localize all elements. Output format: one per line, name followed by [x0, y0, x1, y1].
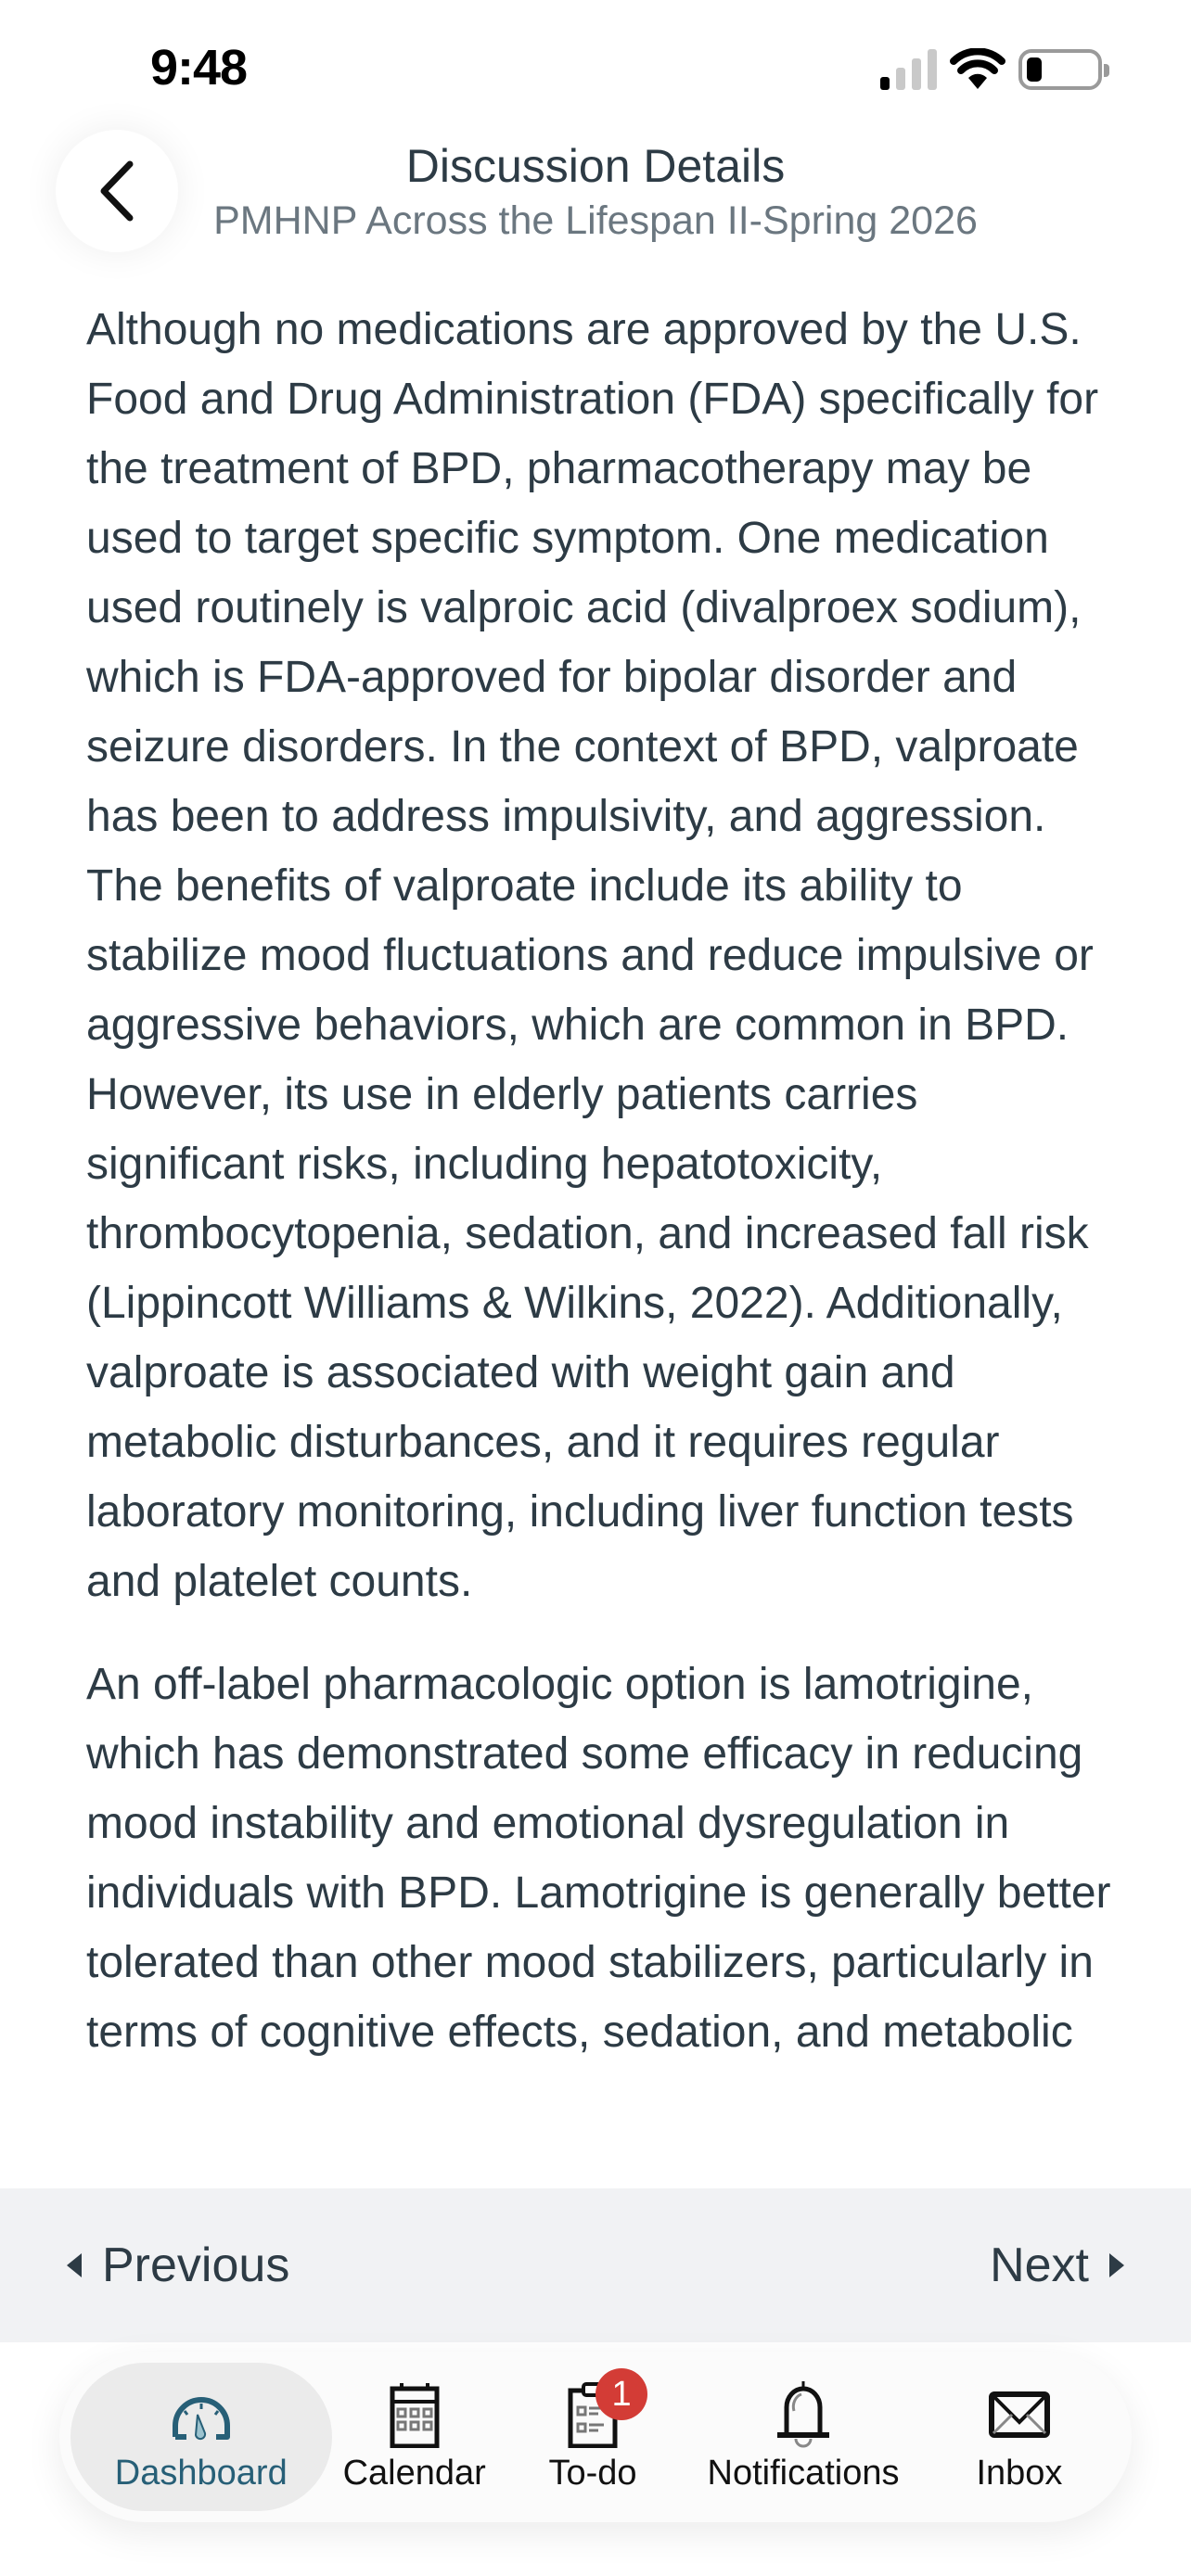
caret-right-icon: [1109, 2253, 1124, 2277]
page-header: [0, 130, 1191, 287]
page-title: Discussion Details: [405, 140, 786, 192]
tab-label: Calendar: [342, 2453, 486, 2493]
tab-todo[interactable]: [497, 2363, 688, 2511]
tab-bar: [59, 2352, 1132, 2522]
tab-dashboard[interactable]: [70, 2363, 332, 2511]
course-subtitle: PMHNP Across the Lifespan II-Spring 2026: [213, 198, 978, 243]
tab-bar-area: [0, 2342, 1191, 2576]
tab-label: To-do: [548, 2453, 637, 2493]
next-label: Next: [990, 2238, 1089, 2292]
pager-bar: [0, 2188, 1191, 2342]
bell-icon: [770, 2381, 837, 2448]
cellular-signal-icon: [880, 49, 937, 90]
status-time: 9:48: [150, 40, 248, 96]
previous-label: Previous: [102, 2238, 290, 2292]
wifi-icon: [950, 48, 1005, 91]
dashboard-gauge-icon: [168, 2381, 235, 2448]
tab-inbox[interactable]: [918, 2363, 1121, 2511]
todo-count-badge: 1: [596, 2368, 647, 2420]
discussion-content[interactable]: [86, 295, 1125, 2188]
discussion-paragraph: Although no medications are approved by the U.S. Food and Drug Administration (FDA) specifically for the treatment of BPD, pharmacotherapy may be used to target specific symptom. One medication used routinely is valproic acid (divalproex sodium), which is FDA-approved for bipolar disorder and seizure disorders. In the context of BPD, valproate has been to address impulsivity, and aggression. The benefits of valproate include its ability to stabilize mood fluctuations and reduce impulsive or aggressive behaviors, which are common in BPD. However, its use in elderly patients carries significant risks, including hepatotoxicity, thrombocytopenia, sedation, and increased fall risk (Lippincott Williams & Wilkins, 2022). Additionally, valproate is associated with weight gain and metabolic disturbances, and it requires regular laboratory monitoring, including liver function tests and platelet counts.: [86, 305, 1099, 1606]
tab-label: Inbox: [976, 2453, 1063, 2493]
status-bar: [0, 0, 1191, 130]
tab-calendar[interactable]: [332, 2363, 497, 2511]
caret-left-icon: [67, 2253, 82, 2277]
discussion-paragraph: An off-label pharmacologic option is lamotrigine, which has demonstrated some efficacy in reducing mood instability and emotional dysregulation in individuals with BPD. Lamotrigine is generally better tolerated than other mood stabilizers, particularly in terms of cognitive effects, sedation, and metabolic: [86, 1660, 1111, 2057]
battery-icon: [1018, 49, 1102, 90]
tab-label: Dashboard: [114, 2453, 288, 2493]
tab-notifications[interactable]: [688, 2363, 918, 2511]
status-icons: [880, 48, 1102, 91]
next-button[interactable]: [990, 2238, 1124, 2293]
tab-label: Notifications: [707, 2453, 900, 2493]
previous-button[interactable]: [67, 2238, 289, 2293]
calendar-icon: [381, 2381, 448, 2448]
envelope-icon: [986, 2381, 1053, 2448]
